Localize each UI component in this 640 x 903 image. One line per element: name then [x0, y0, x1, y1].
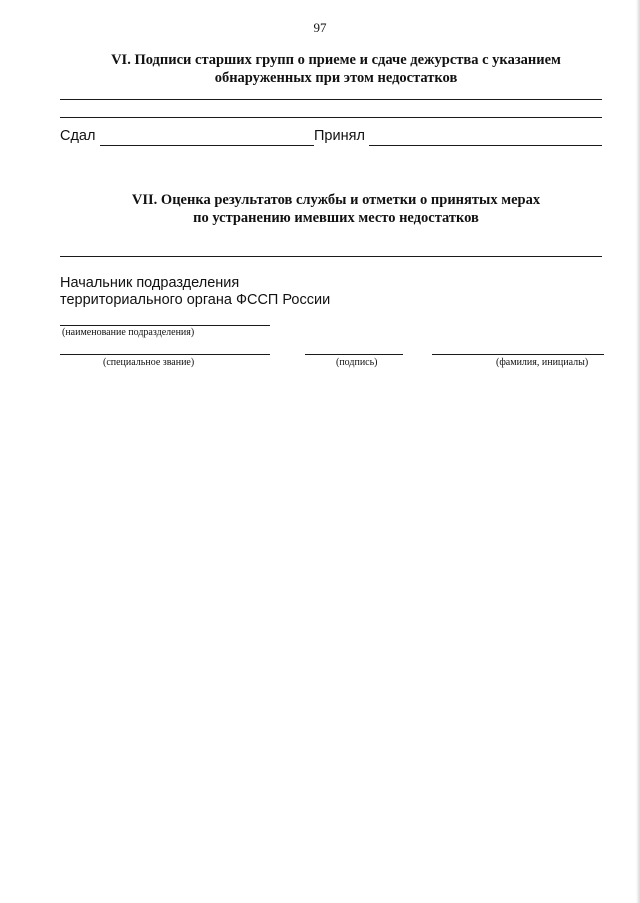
name-caption: (фамилия, инициалы): [496, 357, 589, 368]
handed-over-signature-line[interactable]: [100, 145, 314, 146]
signature-caption: (подпись): [336, 357, 378, 368]
section-6-title: [60, 51, 612, 87]
unit-name-line[interactable]: [60, 325, 270, 326]
section-7-title: [60, 191, 612, 227]
accepted-label: Принял: [314, 128, 365, 144]
chief-position-line-2: территориального органа ФССП России: [60, 292, 331, 308]
section-6-title-line-2: обнаруженных при этом недостатков: [214, 70, 458, 86]
chief-position-title: [60, 275, 330, 309]
section-7-title-line-2: по устранению имевших место недостатков: [193, 210, 479, 226]
chief-position-line-1: Начальник подразделения: [60, 275, 240, 291]
rank-caption: (специальное звание): [103, 357, 195, 368]
section-7-title-line-1: VII. Оценка результатов службы и отметки о принятых мерах: [131, 192, 541, 208]
name-line[interactable]: [432, 354, 604, 355]
section-6-remarks-line-2[interactable]: [60, 117, 602, 118]
section-6-remarks-line-1[interactable]: [60, 99, 602, 100]
page-number: 97: [313, 20, 327, 35]
section-7-remarks-line[interactable]: [60, 256, 602, 257]
rank-line[interactable]: [60, 354, 270, 355]
scan-edge-shadow: [636, 0, 640, 903]
handed-over-label: Сдал: [60, 128, 96, 144]
unit-name-caption: (наименование подразделения): [62, 327, 195, 338]
section-6-title-line-1: VI. Подписи старших групп о приеме и сдаче дежурства с указанием: [111, 52, 561, 68]
accepted-signature-line[interactable]: [369, 145, 602, 146]
signature-line[interactable]: [305, 354, 403, 355]
